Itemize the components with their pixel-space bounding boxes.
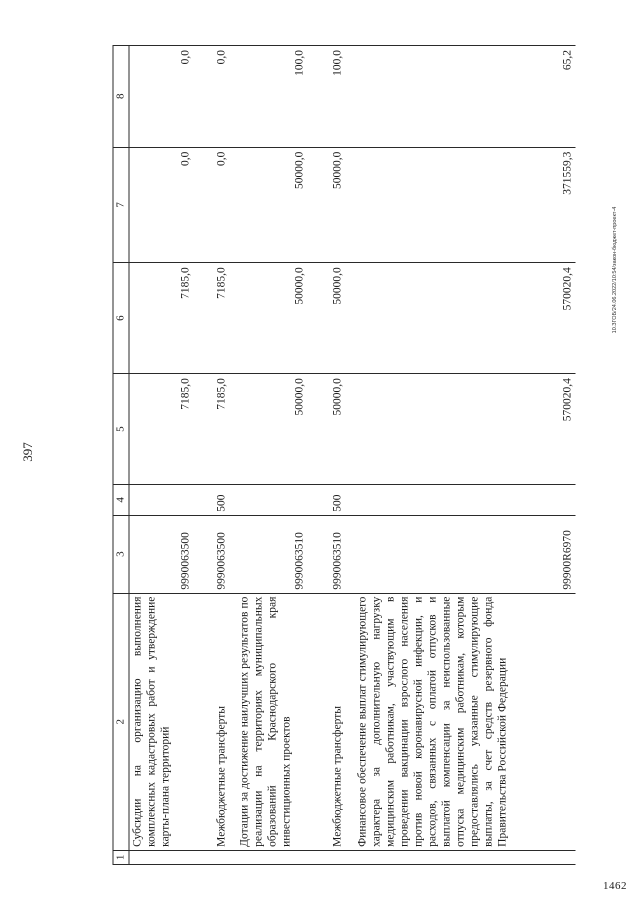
row-col5: 50000,0 <box>307 374 345 485</box>
row-col6: 50000,0 <box>229 263 307 374</box>
column-header: 8 <box>113 46 129 148</box>
table-row <box>229 46 307 865</box>
row-col8: 100,0 <box>307 46 345 148</box>
row-col7: 50000,0 <box>307 147 345 263</box>
budget-table-rotated <box>113 45 598 865</box>
row-col8: 100,0 <box>229 46 307 148</box>
document-footer-code: 10.ЗГОБ/24.06.2022/10:54/закон-бюджет-проект-4 <box>612 206 618 334</box>
row-code: 9990063510 <box>307 515 345 593</box>
column-header: 4 <box>113 485 129 516</box>
row-name: Субсидии на организацию выполнения комплексных кадастровых работ и утверждение карты-плана территорий <box>129 593 193 850</box>
column-header: 3 <box>113 515 129 593</box>
row-col6: 570020,4 <box>345 263 575 374</box>
cell-empty <box>307 850 345 864</box>
table-row <box>129 46 193 865</box>
column-header: 7 <box>113 147 129 263</box>
row-col6: 7185,0 <box>129 263 193 374</box>
row-kind <box>129 485 193 516</box>
row-col8: 65,2 <box>345 46 575 148</box>
column-header: 1 <box>113 850 129 864</box>
row-name: Финансовое обеспечение выплат стимулирующего характера за дополнительную нагрузку медицинским работникам, участвующим в проведении вакцинации взрослого населения против новой коронавирусной инфекции, и расходов, связанных с оплатой отпусков и выплатой компенсации за неиспользованные отпуска медицинским работникам, которым предоставлялись указанные стимулирующие выплаты, за счет средств резервного фонда Правительства Российской Федерации <box>345 593 575 850</box>
table-row <box>345 46 575 865</box>
row-col7: 371559,3 <box>345 147 575 263</box>
row-code: 9990063500 <box>193 515 229 593</box>
row-kind <box>345 485 575 516</box>
row-col7: 50000,0 <box>229 147 307 263</box>
row-col5: 7185,0 <box>193 374 229 485</box>
row-col8: 0,0 <box>193 46 229 148</box>
cell-empty <box>229 850 307 864</box>
table-row <box>307 46 345 865</box>
row-col6: 50000,0 <box>307 263 345 374</box>
sheet-number: 1462 <box>603 880 627 892</box>
row-kind: 500 <box>193 485 229 516</box>
table-header-row <box>113 46 129 865</box>
row-col5: 570020,4 <box>345 374 575 485</box>
cell-empty <box>129 850 193 864</box>
budget-table <box>113 45 576 865</box>
cell-empty <box>345 850 575 864</box>
row-col5: 50000,0 <box>229 374 307 485</box>
row-col7: 0,0 <box>129 147 193 263</box>
row-code: 9990063500 <box>129 515 193 593</box>
row-col8: 0,0 <box>129 46 193 148</box>
row-name: Дотации за достижение наилучших результатов по реализации на территориях муниципальных образований Краснодарского края инвестиционных проектов <box>229 593 307 850</box>
row-code: 99900R6970 <box>345 515 575 593</box>
table-row <box>193 46 229 865</box>
row-name: Межбюджетные трансферты <box>307 593 345 850</box>
row-name: Межбюджетные трансферты <box>193 593 229 850</box>
row-kind: 500 <box>307 485 345 516</box>
cell-empty <box>193 850 229 864</box>
column-header: 2 <box>113 593 129 850</box>
row-kind <box>229 485 307 516</box>
row-col5: 7185,0 <box>129 374 193 485</box>
row-code: 9990063510 <box>229 515 307 593</box>
page-number: 397 <box>20 442 35 462</box>
column-header: 5 <box>113 374 129 485</box>
row-col6: 7185,0 <box>193 263 229 374</box>
column-header: 6 <box>113 263 129 374</box>
row-col7: 0,0 <box>193 147 229 263</box>
